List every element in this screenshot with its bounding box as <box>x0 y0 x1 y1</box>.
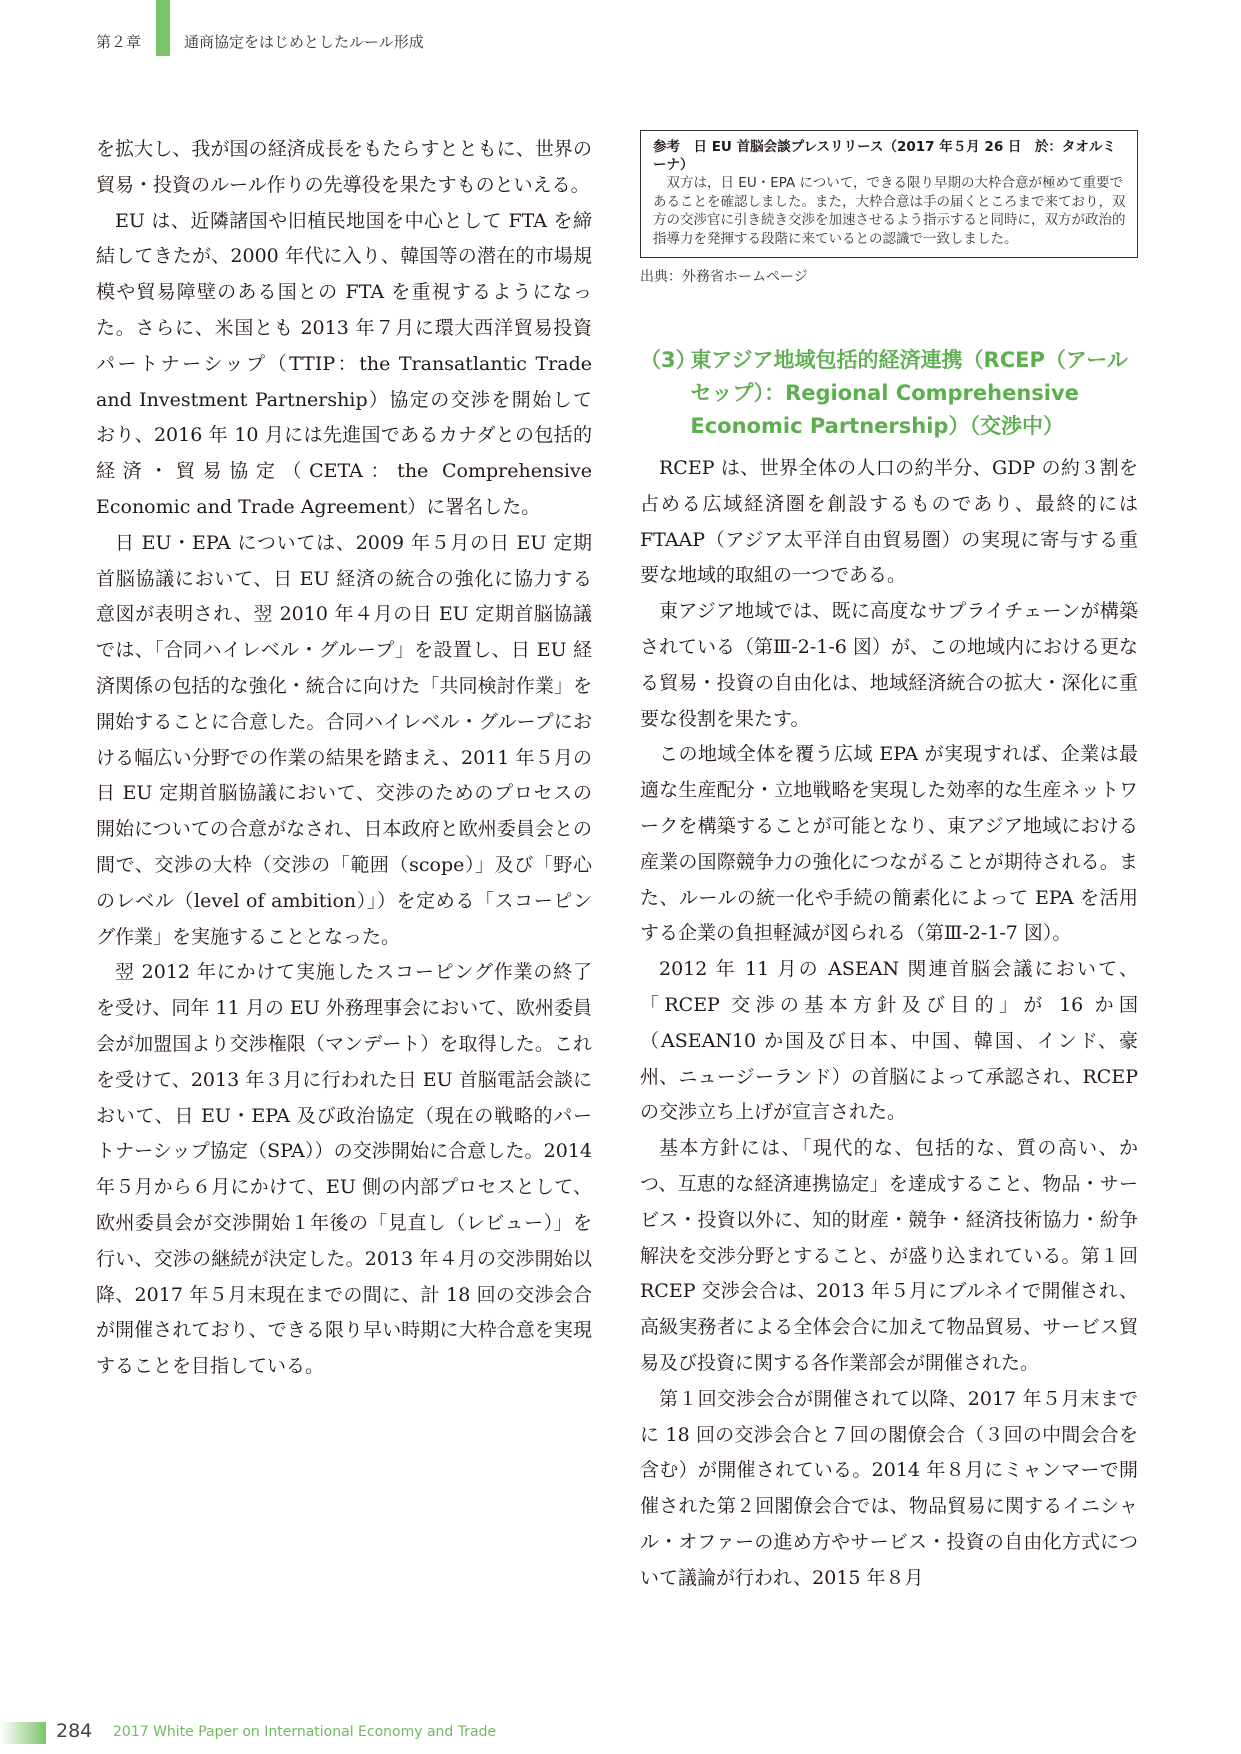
paragraph: 東アジア地域では、既に高度なサプライチェーンが構築されている（第Ⅲ-2-1-6 図）が、この地域内における更なる貿易・投資の自由化は、地域経済統合の拡大・深化に重要な役割を果たす。 <box>640 600 1138 730</box>
paragraph: を拡大し、我が国の経済成長をもたらすとともに、世界の貿易・投資のルール作りの先導役を果たすものといえる。 <box>96 138 592 196</box>
page-number: 284 <box>56 1720 93 1742</box>
reference-box-body: 双方は，日 EU・EPA について，できる限り早期の大枠合意が極めて重要であることを確認しました。また，大枠合意は手の届くところまで来ており，双方の交渉官に引き続き交渉を加速させるよう指示すると同時に，双方が政治的指導力を発揮する段階に来ているとの認識で一致しました。 <box>653 175 1126 247</box>
footer-title: 2017 White Paper on International Economy and Trade <box>113 1724 497 1740</box>
paragraph: 翌 2012 年にかけて実施したスコーピング作業の終了を受け、同年 11 月の EU 外務理事会において、欧州委員会が加盟国より交渉権限（マンデート）を取得した。これを受けて、2013 年３月に行われた日 EU 首脳電話会談において、日 EU・EPA 及び政治協定（現在の戦略的パートナーシップ協定（SPA））の交渉開始に合意した。2014 年５月から６月にかけて、EU 側の内部プロセスとして、欧州委員会が交渉開始１年後の「見直し（レビュー）」を行い、交渉の継続が決定した。2013 年４月の交渉開始以降、2017 年５月末現在までの間に、計 18 回の交渉会合が開催されており、できる限り早い時期に大枠合意を実現することを目指している。 <box>96 961 592 1378</box>
paragraph: RCEP は、世界全体の人口の約半分、GDP の約３割を占める広域経済圏を創設するものであり、最終的には FTAAP（アジア太平洋自由貿易圏）の実現に寄与する重要な地域的取組の一つである。 <box>640 457 1138 587</box>
reference-box <box>640 130 1138 258</box>
chapter-label: 第２章 <box>96 33 142 51</box>
paragraph: 2012 年 11 月の ASEAN 関連首脳会議において、「RCEP 交渉の基本方針及び目的」が 16 か国（ASEAN10 か国及び日本、中国、韓国、インド、豪州、ニュージーランド）の首脳によって承認され、RCEP の交渉立ち上げが宣言された。 <box>640 958 1138 1124</box>
paragraph: EU は、近隣諸国や旧植民地国を中心として FTA を締結してきたが、2000 年代に入り、韓国等の潜在的市場規模や貿易障壁のある国との FTA を重視するようになった。さらに、米国とも 2013 年７月に環大西洋貿易投資パートナーシップ（TTIP：the Transatlantic Trade and Investment Partnership）協定の交渉を開始しており、2016 年 10 月には先進国であるカナダとの包括的経済・貿易協定（CETA：the Comprehensive Economic and Trade Agreement）に署名した。 <box>96 209 592 518</box>
footer-accent-bar <box>0 1722 46 1744</box>
right-column <box>640 130 1138 1597</box>
chapter-title: 通商協定をはじめとしたルール形成 <box>184 33 424 51</box>
section-heading <box>640 344 1138 443</box>
paragraph: 基本方針には、「現代的な、包括的な、質の高い、かつ、互恵的な経済連携協定」を達成すること、物品・サービス・投資以外に、知的財産・競争・経済技術協力・紛争解決を交渉分野とすること、が盛り込まれている。第１回 RCEP 交渉会合は、2013 年５月にブルネイで開催され、高級実務者による全体会合に加えて物品貿易、サービス貿易及び投資に関する各作業部会が開催された。 <box>640 1137 1138 1374</box>
section-heading-text: 東アジア地域包括的経済連携（RCEP（アールセップ）：Regional Comprehensive Economic Partnership）（交渉中） <box>690 348 1128 438</box>
paragraph: この地域全体を覆う広域 EPA が実現すれば、企業は最適な生産配分・立地戦略を実現した効率的な生産ネットワークを構築することが可能となり、東アジア地域における産業の国際競争力の強化につながることが期待される。また、ルールの統一化や手続の簡素化によって EPA を活用する企業の負担軽減が図られる（第Ⅲ-2-1-7 図）。 <box>640 743 1138 945</box>
section-body <box>640 451 1138 1597</box>
paragraph: 第１回交渉会合が開催されて以降、2017 年５月末までに 18 回の交渉会合と７回の閣僚会合（３回の中間会合を含む）が開催されている。2014 年８月にミャンマーで開催された第２回閣僚会合では、物品貿易に関するイニシャル・オファーの進め方やサービス・投資の自由化方式について議論が行われ、2015 年８月 <box>640 1387 1138 1589</box>
chapter-accent-bar <box>156 0 170 56</box>
left-column <box>96 132 592 1385</box>
reference-box-title: 参考 日 EU 首脳会談プレスリリース（2017 年５月 26 日 於：タオルミーナ） <box>653 139 1116 173</box>
paragraph: 日 EU・EPA については、2009 年５月の日 EU 定期首脳協議において、日 EU 経済の統合の強化に協力する意図が表明され、翌 2010 年４月の日 EU 定期首脳協議では、「合同ハイレベル・グループ」を設置し、日 EU 経済関係の包括的な強化・統合に向けた「共同検討作業」を開始することに合意した。合同ハイレベル・グループにおける幅広い分野での作業の結果を踏まえ、2011 年５月の日 EU 定期首脳協議において、交渉のためのプロセスの開始についての合意がなされ、日本政府と欧州委員会との間で、交渉の大枠（交渉の「範囲（scope）」及び「野心のレベル（level of ambition）」）を定める「スコーピング作業」を実施することとなった。 <box>96 531 592 948</box>
section-number: （3） <box>640 348 697 372</box>
source-note: 出典：外務省ホームページ <box>640 269 808 285</box>
